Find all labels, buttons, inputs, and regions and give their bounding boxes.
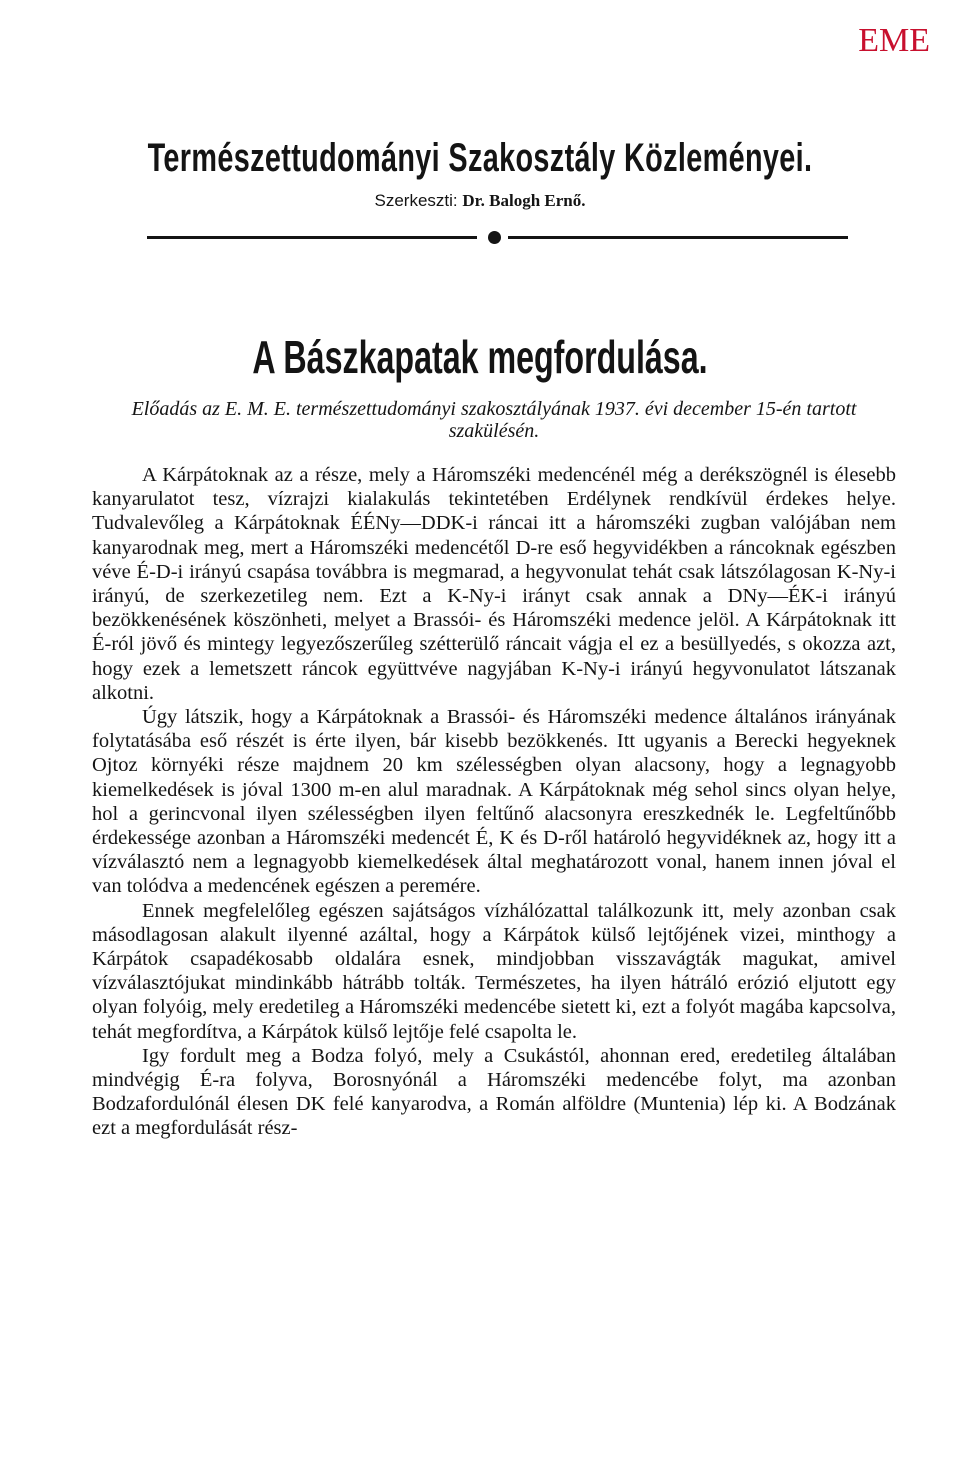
eme-logo: EME — [858, 22, 930, 59]
editor-line — [0, 191, 960, 211]
body-paragraph: A Kárpátoknak az a része, mely a Háromszéki medencénél még a derékszögnél is élesebb kanyarulatot tesz, vízrajzi kialakulás tekintetében Erdélynek rendkívül érdekes helye. Tudvalevőleg a Kárpátoknak ÉÉNy—DDK-i ráncai itt a háromszéki zugban valójában nem kanyarodnak meg, mert a Háromszéki medencétől D-re eső hegyvidékben a ráncoknak egészben véve É-D-i irányú csapása továbbra is megmarad, a hegyvonulat tehát csak látszólagosan K-Ny-i irányú, de szerkezetileg nem. Ezt a K-Ny-i irányt csak annak a DNy—ÉK-i irányú bezökkenésének köszönheti, melyet a Brassói- és Háromszéki medence jelöl. A Kárpátoknak itt É-ról jövő és mintegy legyezőszerűleg szétterülő ráncait vágja el ez a besüllyedés, s okozza azt, hogy ezek a lemetszett ráncok együttvéve nagyjában K-Ny-i irányú hegyvonulatot látszanak alkotni. — [92, 464, 896, 704]
editor-label: Szerkeszti: — [374, 191, 458, 210]
header-rule-right — [508, 236, 848, 239]
article-subtitle: Előadás az E. M. E. természettudományi szakosztályának 1937. évi december 15-én tartott szakülésén. — [131, 398, 857, 442]
article-body — [92, 463, 896, 1141]
header-rule-left — [147, 236, 477, 239]
editor-name: Dr. Balogh Ernő. — [462, 191, 586, 210]
body-paragraph: Igy fordult meg a Bodza folyó, mely a Csukástól, ahonnan ered, eredetileg általában mindvégig É-ra folyva, Borosnyónál a Háromszéki medencébe folyt, ma azonban Bodzafordulónál élesen DK felé kanyarodva, a Román alföldre (Muntenia) lép ki. A Bodzának ezt a megfordulását rész- — [92, 1044, 896, 1140]
body-paragraph: Ennek megfelelőleg egészen sajátságos vízhálózattal találkozunk itt, mely azonban csak másodlagosan alakult ilyenné azáltal, hogy a Kárpátok külső lejtőjének vizei, minthogy a Kárpátok csapadékosabb oldalára esnek, mindjobban visszavágták magukat, amivel vízválasztójukat mindinkább hátrább tolták. Természetes, ha ilyen hátráló erózió eljutott egy olyan folyóig, mely eredetileg a Háromszéki medencébe sietett ki, ezt a folyót magába kapcsolva, tehát megfordítva, a Kárpátok külső lejtője felé csapolta le. — [92, 899, 896, 1043]
journal-title: Természettudományi Szakosztály Közleményei. — [147, 136, 813, 180]
article-title: A Bászkapatak megfordulása. — [252, 331, 708, 383]
body-paragraph: Úgy látszik, hogy a Kárpátoknak a Brassói- és Háromszéki medence általános irányának folytatásába eső részét is érte ilyen, bár kisebb bezökkenés. Itt ugyanis a Berecki hegyeknek Ojtoz környéki része majdnem 20 km szélességben olyan alacsony, hogy a legnagyobb kiemelkedések is jóval 1300 m-en alul maradnak. A Kárpátoknak még sehol sincs olyan helye, hol a gerincvonal ilyen szélességben ilyen feltűnő alacsonyra ereszkednék le. Legfeltűnőbb érdekessége azonban a Háromszéki medencét É, K és D-ről határoló hegyvidéknek az, hogy itt a vízválasztó nem a legnagyobb kiemelkedések által meghatározott vonal, hanem innen jóval el van tolódva a medencének egészen a peremére. — [92, 706, 896, 898]
header-rule-dot-ornament — [488, 231, 501, 244]
